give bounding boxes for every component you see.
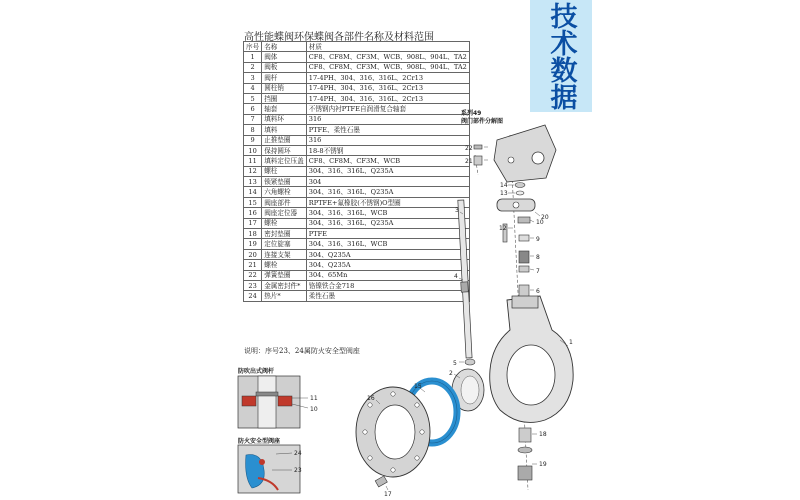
packing-gland-plate [497, 199, 535, 211]
callout-1: 1 [569, 339, 573, 346]
row-no: 20 [244, 249, 262, 259]
callout-16: 16 [367, 395, 375, 402]
row-material: CF8、CF8M、CF3M、WCB、908L、904L、TA2 [306, 52, 469, 62]
header-no: 序号 [244, 42, 262, 52]
retainer-screw [375, 476, 387, 487]
row-no: 5 [244, 93, 262, 103]
packing-ring [519, 266, 529, 272]
callout-8: 8 [536, 254, 540, 261]
bushing [519, 285, 529, 297]
row-no: 3 [244, 73, 262, 83]
row-part-name: 阀座定位器 [262, 208, 307, 218]
lock-washer [516, 191, 524, 195]
callout-18: 18 [539, 431, 547, 438]
row-no: 10 [244, 145, 262, 155]
row-no: 6 [244, 104, 262, 114]
inset-callout-23: 23 [294, 467, 302, 474]
exploded-view-title: 阀门部件分解图 [461, 118, 504, 125]
row-no: 24 [244, 291, 262, 301]
callout-21: 21 [465, 158, 473, 165]
spring-washer [474, 145, 482, 149]
row-material: RPTFE+氟橡胶(不锈钢)O型圈 [306, 197, 469, 207]
row-material: 304、316、316L、Q235A [306, 187, 469, 197]
hex-bolt-washer [515, 183, 525, 188]
row-no: 18 [244, 229, 262, 239]
row-no: 11 [244, 156, 262, 166]
row-part-name: 阀座部件 [262, 197, 307, 207]
row-part-name: 连接支架 [262, 249, 307, 259]
row-part-name: 阀杆 [262, 73, 307, 83]
valve-body [490, 296, 573, 422]
callout-19: 19 [539, 461, 547, 468]
callout-4: 4 [454, 273, 458, 280]
row-part-name: 填料 [262, 125, 307, 135]
row-material: PTFE [306, 229, 469, 239]
row-material: 17-4PH、304、316、316L、2Cr13 [306, 93, 469, 103]
row-part-name: 螺栓 [262, 218, 307, 228]
row-material: 柔性石墨 [306, 291, 469, 301]
row-no: 9 [244, 135, 262, 145]
row-material: 铬镍铁合金718 [306, 280, 469, 290]
row-no: 7 [244, 114, 262, 124]
callout-12: 12 [499, 225, 507, 232]
callout-14: 14 [500, 182, 508, 189]
row-material: 316 [306, 114, 469, 124]
technical-data-tag: 技术数据 [530, 0, 592, 112]
row-material: 不锈钢内衬PTFE自润滑复合轴套 [306, 104, 469, 114]
row-part-name: 挡圈 [262, 93, 307, 103]
row-part-name: 定位旋塞 [262, 239, 307, 249]
row-material: 17-4PH、304、316、316L、2Cr13 [306, 73, 469, 83]
inset-fire-title: 防火安全型阀座 [238, 438, 281, 445]
row-no: 19 [244, 239, 262, 249]
table-title: 高性能蝶阀环保蝶阀各部件名称及材料范围 [244, 32, 434, 43]
header-material: 材质 [306, 42, 469, 52]
row-part-name: 填料定位压盖 [262, 156, 307, 166]
row-material: PTFE、柔性石墨 [306, 125, 469, 135]
row-part-name: 六角螺栓 [262, 187, 307, 197]
row-material: CF8、CF8M、CF3M、WCB [306, 156, 469, 166]
callout-10: 10 [536, 219, 544, 226]
inset-callout-11: 11 [310, 395, 318, 402]
inset-callout-24: 24 [294, 450, 302, 457]
retainer-clip [465, 359, 475, 365]
retaining-ring [518, 217, 530, 223]
row-part-name: 轴套 [262, 104, 307, 114]
row-no: 17 [244, 218, 262, 228]
row-no: 12 [244, 166, 262, 176]
row-part-name: 阀板 [262, 62, 307, 72]
callout-9: 9 [536, 236, 540, 243]
seal-gasket [518, 447, 532, 453]
callout-3: 3 [455, 207, 459, 214]
row-material: 304、Q235A [306, 260, 469, 270]
row-part-name: 螺栓 [262, 260, 307, 270]
row-no: 4 [244, 83, 262, 93]
row-part-name: 密封垫圈 [262, 229, 307, 239]
callout-2: 2 [449, 370, 453, 377]
row-part-name: 弹簧垫圈 [262, 270, 307, 280]
table-note: 说明：序号23、24属防火安全型阀座 [244, 347, 360, 355]
callout-20: 20 [541, 214, 549, 221]
row-no: 23 [244, 280, 262, 290]
row-material: 304、Q235A [306, 249, 469, 259]
packing [519, 251, 529, 263]
row-no: 22 [244, 270, 262, 280]
callout-6: 6 [536, 288, 540, 295]
row-material: 304、316、316L、Q235A [306, 218, 469, 228]
row-material: 304、316、316L、WCB [306, 239, 469, 249]
inset-callout-10: 10 [310, 406, 318, 413]
valve-stem [458, 200, 472, 358]
callout-5: 5 [453, 360, 457, 367]
row-material: 304、65Mn [306, 270, 469, 280]
row-part-name: 金属密封件* [262, 280, 307, 290]
row-material: 304、316、316L、WCB [306, 208, 469, 218]
plug-bolt [518, 466, 532, 480]
row-no: 16 [244, 208, 262, 218]
row-part-name: 螺柱 [262, 166, 307, 176]
row-part-name: 阀体 [262, 52, 307, 62]
row-material: 18-8不锈钢 [306, 145, 469, 155]
inset-stem-title: 防吹出式阀杆 [238, 368, 275, 375]
row-material: 304、316、316L、Q235A [306, 166, 469, 176]
series-number: 系列49 [461, 110, 482, 117]
locating-plug [519, 428, 531, 442]
row-material: CF8、CF8M、CF3M、WCB、908L、904L、TA2 [306, 62, 469, 72]
row-no: 15 [244, 197, 262, 207]
callout-17: 17 [384, 491, 392, 498]
row-material: 17-4PH、304、316、316L、2Cr13 [306, 83, 469, 93]
mounting-bracket [494, 125, 556, 182]
row-no: 21 [244, 260, 262, 270]
row-part-name: 锁紧垫圈 [262, 177, 307, 187]
inset-blowout-stem [238, 376, 308, 428]
row-part-name: 保持圆环 [262, 145, 307, 155]
callout-22: 22 [465, 145, 473, 152]
row-part-name: 圆柱销 [262, 83, 307, 93]
header-name: 名称 [262, 42, 307, 52]
thrust-washer [519, 235, 529, 241]
bracket-bolt [474, 156, 482, 165]
callout-13: 13 [500, 190, 508, 197]
callout-7: 7 [536, 268, 540, 275]
row-no: 1 [244, 52, 262, 62]
row-part-name: 填料环 [262, 114, 307, 124]
row-no: 2 [244, 62, 262, 72]
row-part-name: 热片* [262, 291, 307, 301]
inset-fire-safe-seat [238, 445, 300, 493]
row-material: 304 [306, 177, 469, 187]
row-part-name: 止推垫圈 [262, 135, 307, 145]
row-material: 316 [306, 135, 469, 145]
row-no: 13 [244, 177, 262, 187]
row-no: 14 [244, 187, 262, 197]
callout-15: 15 [414, 383, 422, 390]
row-no: 8 [244, 125, 262, 135]
